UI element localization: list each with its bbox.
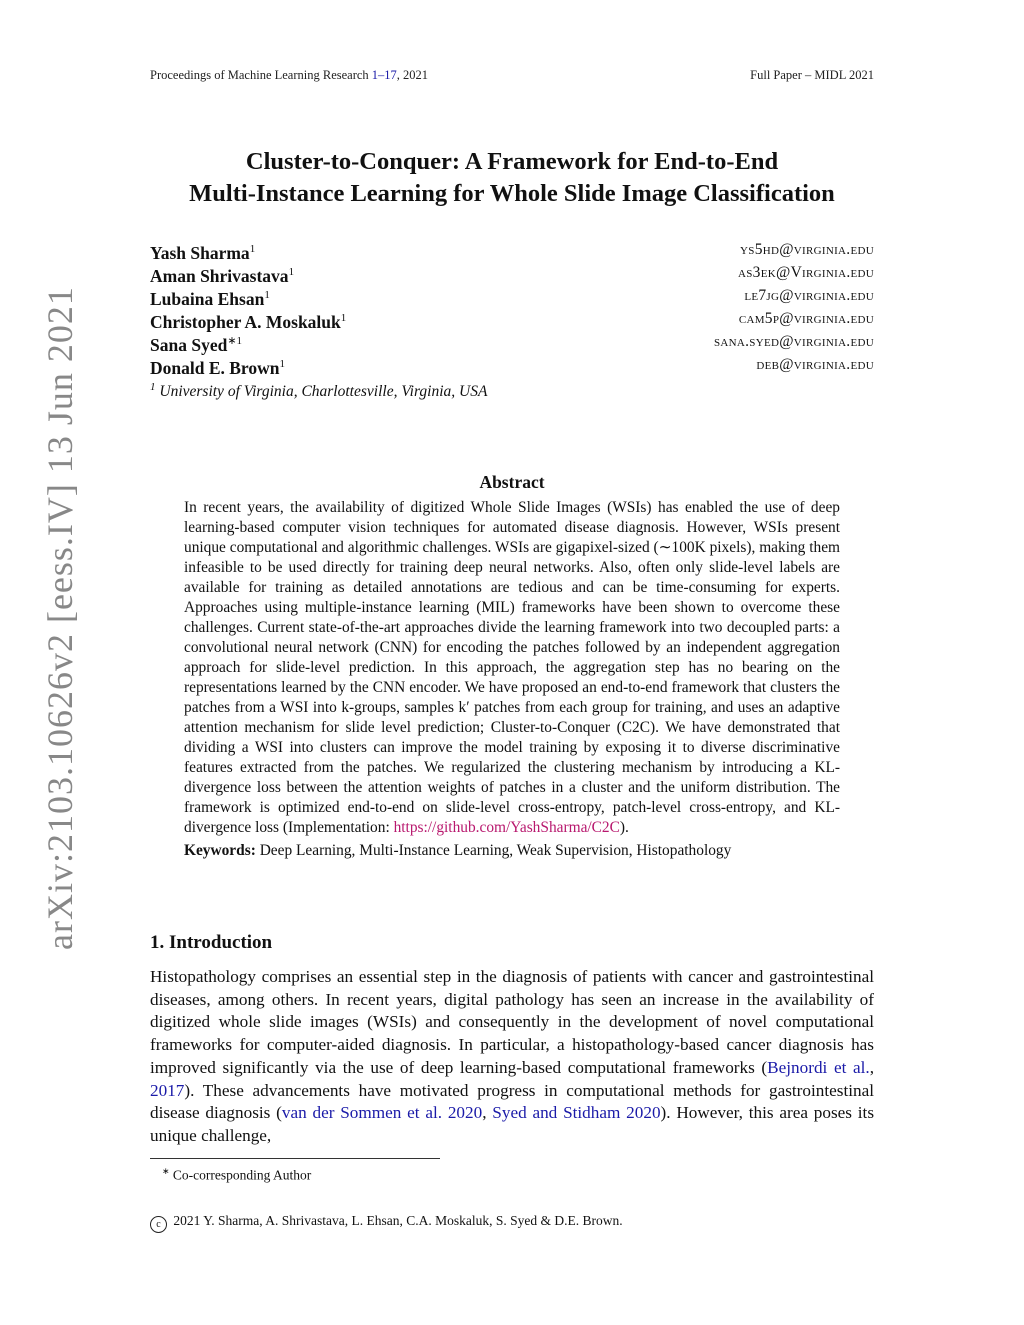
arxiv-identifier: arXiv:2103.10626v2 [eess.IV] 13 Jun 2021 — [40, 286, 80, 950]
citation-bejnordi-year[interactable]: 2017 — [150, 1080, 185, 1100]
abstract-body: In recent years, the availability of digitized Whole Slide Images (WSIs) has enabled the use of deep learning-based computer vision techniques for automated disease diagnosis. However, WSIs present unique computational and algorithmic challenges. WSIs are gigapixel-sized (∼100K pixels), making them infeasible to be used directly for training deep neural networks. Also, often only slide-level labels are available for training as detailed annotations are tedious and can be time-consuming for experts. Approaches using multiple-instance learning (MIL) frameworks have been shown to overcome these challenges. Current state-of-the-art approaches divide the learning framework into two decoupled parts: a convolutional neural network (CNN) for encoding the patches followed by an independent aggregation approach for slide-level prediction. In this approach, the aggregation step has no bearing on the representations learned by the CNN encoder. We have proposed an end-to-end framework that clusters the patches from a WSI into k-groups, samples k′ patches from each group for training, and uses an adaptive attention mechanism for slide level prediction; Cluster-to-Conquer (C2C). We have demonstrated that dividing a WSI into clusters can improve the model training by exposing it to diverse discriminative features extracted from the patches. We regularized the clustering mechanism by introducing a KL-divergence loss between the attention weights of patches in a cluster and the uniform distribution. The framework is optimized end-to-end on slide-level cross-entropy, patch-level cross-entropy, and KL-divergence loss (Implementation: https://github.com/YashSharma/C2C). — [184, 499, 840, 836]
author-row — [150, 330, 874, 353]
citation-bejnordi[interactable]: Bejnordi et al. — [767, 1057, 870, 1077]
author-row — [150, 238, 874, 261]
keywords — [184, 840, 840, 862]
author-row — [150, 353, 874, 376]
author-email[interactable]: cam5p@virginia.edu — [738, 310, 874, 327]
copyright-line: c 2021 Y. Sharma, A. Shrivastava, L. Ehsan, C.A. Moskaluk, S. Syed & D.E. Brown. — [150, 1212, 623, 1233]
copyright-icon: c — [150, 1216, 167, 1233]
keywords-list: Deep Learning, Multi-Instance Learning, Weak Supervision, Histopathology — [259, 842, 732, 859]
author-row — [150, 307, 874, 330]
author-name: Sana Syed$^{∗1}$ — [150, 334, 243, 355]
paper-title — [120, 146, 904, 210]
section-heading: 1. Introduction — [150, 932, 273, 953]
implementation-link[interactable]: https://github.com/YashSharma/C2C — [393, 819, 620, 836]
author-name: Donald E. Brown$^1$ — [150, 357, 286, 378]
author-name: Christopher A. Moskaluk$^1$ — [150, 311, 347, 332]
page-range-link[interactable]: 1–17 — [371, 68, 397, 82]
author-email[interactable]: ys5hd@virginia.edu — [740, 241, 874, 258]
author-name: Aman Shrivastava$^1$ — [150, 265, 295, 286]
author-email[interactable]: deb@virginia.edu — [756, 356, 874, 373]
footnote: ∗ Co-corresponding Author — [162, 1166, 312, 1183]
abstract-heading: Abstract — [479, 472, 545, 492]
author-email[interactable]: sana.syed@virginia.edu — [713, 333, 874, 350]
title-line-2: Multi-Instance Learning for Whole Slide Image Classification — [189, 180, 835, 207]
keywords-label: Keywords: — [184, 842, 256, 859]
author-name: Yash Sharma$^1$ — [150, 242, 256, 263]
intro-paragraph: Histopathology comprises an essential step in the diagnosis of patients with cancer and gastrointestinal diseases, among others. In recent years, digital pathology has seen an increase in the availability of digitized whole slide images (WSIs) and consequently in the development of novel computational frameworks for computer-aided diagnosis. In particular, a histopathology-based cancer diagnosis has improved significantly via the use of deep learning-based computational frameworks (Bejnordi et al., 2017). These advancements have motivated progress in computational methods for gastrointestinal disease diagnosis (van der Sommen et al. 2020, Syed and Stidham 2020). However, this area poses its unique challenge, — [150, 967, 875, 1145]
author-block — [150, 238, 874, 403]
title-line-1: Cluster-to-Conquer: A Framework for End-to-End — [245, 148, 779, 175]
author-name: Lubaina Ehsan$^1$ — [150, 288, 270, 309]
affiliation: $^1$ University of Virginia, Charlottesville, Virginia, USA — [150, 381, 488, 401]
citation-syed-stidham[interactable]: Syed and Stidham 2020 — [492, 1103, 661, 1123]
citation-van-der-sommen[interactable]: van der Sommen et al. 2020 — [281, 1103, 483, 1123]
author-row — [150, 284, 874, 307]
footnote-divider — [150, 1158, 440, 1159]
running-head-left: Proceedings of Machine Learning Research 1–17, 2021 — [150, 68, 429, 82]
author-email[interactable]: as3ek@Virginia.edu — [738, 264, 874, 281]
author-email[interactable]: le7jg@virginia.edu — [744, 287, 874, 304]
abstract — [184, 470, 840, 862]
running-head — [150, 68, 874, 84]
running-head-right: Full Paper – MIDL 2021 — [750, 68, 874, 82]
author-row — [150, 261, 874, 284]
